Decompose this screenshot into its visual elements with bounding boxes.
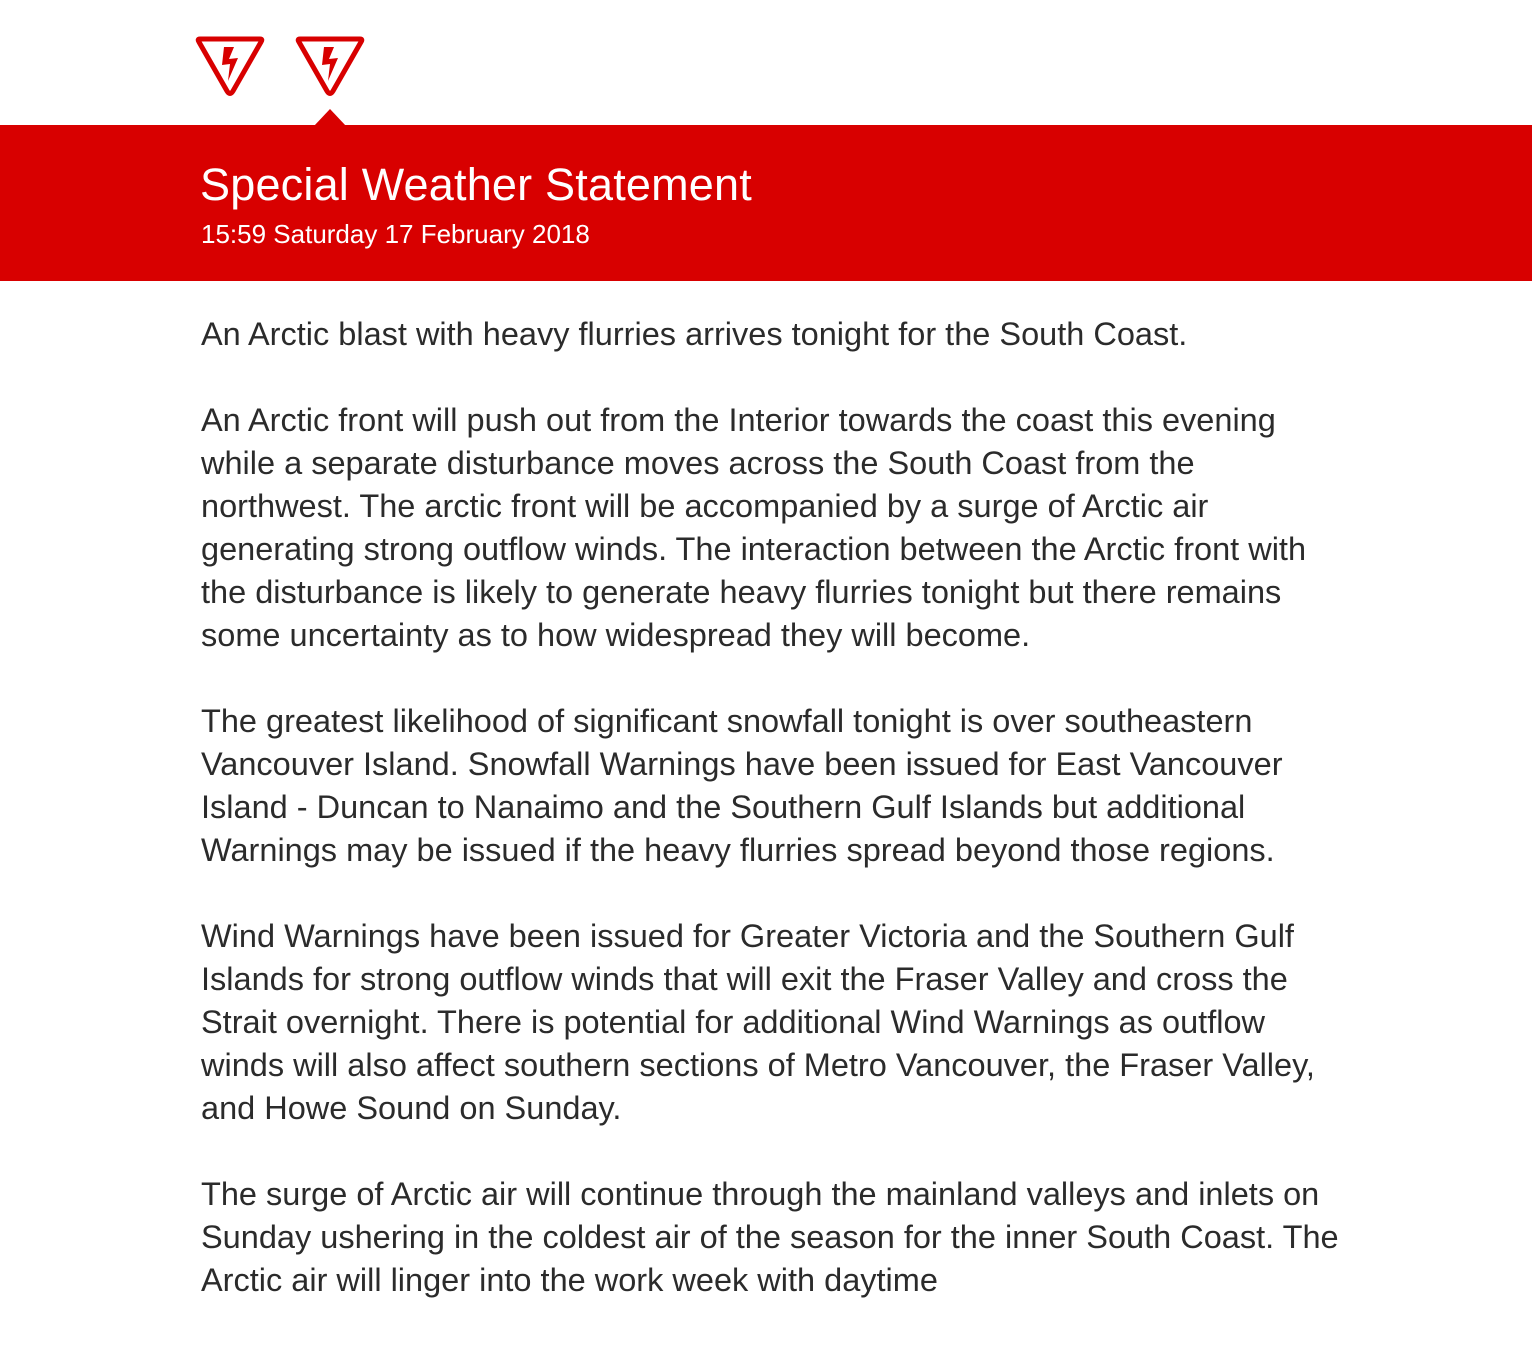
warning-triangle-bolt-icon (194, 32, 266, 98)
body-paragraph: An Arctic blast with heavy flurries arrives tonight for the South Coast. (201, 316, 1188, 352)
alert-tab-bar (0, 0, 1532, 125)
body-paragraph: An Arctic front will push out from the Interior towards the coast this evening while a separate disturbance moves across the South Coast from the northwest. The arctic front will be accompanied by a surge of Arctic air generating strong outflow winds. The interaction between the Arctic front with the disturbance is likely to generate heavy flurries tonight but there remains some uncertainty as to how widespread they will become. (201, 402, 1307, 653)
alert-timestamp: 15:59 Saturday 17 February 2018 (201, 219, 590, 249)
warning-triangle-bolt-icon (294, 32, 366, 98)
alert-body (201, 313, 1351, 1345)
alert-title: Special Weather Statement (200, 159, 752, 210)
alert-tab-1[interactable] (194, 32, 266, 98)
alert-banner (0, 125, 1532, 281)
alert-tab-2[interactable] (294, 32, 366, 98)
body-paragraph: The surge of Arctic air will continue through the mainland valleys and inlets on Sunday ushering in the coldest air of the season for the inner South Coast. The Arctic air will linger into the work week with daytime (201, 1176, 1339, 1298)
selected-tab-pointer (314, 109, 346, 126)
body-paragraph: Wind Warnings have been issued for Greater Victoria and the Southern Gulf Islands for strong outflow winds that will exit the Fraser Valley and cross the Strait overnight. There is potential for additional Wind Warnings as outflow winds will also affect southern sections of Metro Vancouver, the Fraser Valley, and Howe Sound on Sunday. (201, 918, 1315, 1126)
body-paragraph: The greatest likelihood of significant snowfall tonight is over southeastern Vancouver Island. Snowfall Warnings have been issued for East Vancouver Island - Duncan to Nanaimo and the Southern Gulf Islands but additional Warnings may be issued if the heavy flurries spread beyond those regions. (201, 703, 1283, 868)
